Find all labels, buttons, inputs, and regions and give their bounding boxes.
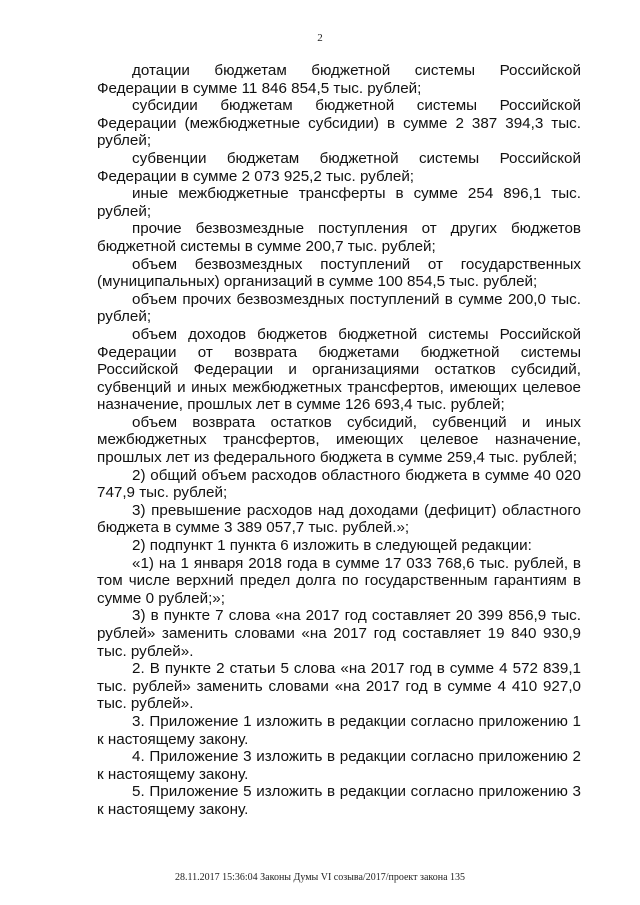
paragraph: объем безвозмездных поступлений от государственных (муниципальных) организаций в сумме 100 854,5 тыс. рублей; [97,255,581,291]
paragraph: 5. Приложение 5 изложить в редакции согласно приложению 3 к настоящему закону. [97,783,581,818]
paragraph: 2) подпункт 1 пункта 6 изложить в следующей редакции: [132,537,532,555]
paragraph: объем возврата остатков субсидий, субвенций и иных межбюджетных трансфертов, имеющих целевое назначение, прошлых лет из федерального бюджета в сумме 259,4 тыс. рублей; [97,413,581,467]
paragraph: 2) общий объем расходов областного бюджета в сумме 40 020 747,9 тыс. рублей; [97,466,581,502]
paragraph: 3. Приложение 1 изложить в редакции согласно приложению 1 к настоящему закону. [97,712,581,748]
paragraph: объем доходов бюджетов бюджетной системы Российской Федерации от возврата бюджетами бюджетной системы Российской Федерации и организациями остатков субсидий, субвенций и иных межбюджетных трансфертов, имеющих целевое назначение, прошлых лет в сумме 126 693,4 тыс. рублей; [97,325,581,414]
paragraph: «1) на 1 января 2018 года в сумме 17 033 768,6 тыс. рублей, в том числе верхний предел долга по государственным гарантиям в сумме 0 рублей;»; [97,554,581,607]
paragraph: 3) в пункте 7 слова «на 2017 год составляет 20 399 856,9 тыс. рублей» заменить словами «на 2017 год составляет 19 840 930,9 тыс. рублей». [97,607,581,660]
page-number: 2 [317,32,323,44]
paragraph: 2. В пункте 2 статьи 5 слова «на 2017 год в сумме 4 572 839,1 тыс. рублей» заменить словами «на 2017 год в сумме 4 410 927,0 тыс. рублей». [97,660,581,713]
paragraph: 3) превышение расходов над доходами (дефицит) областного бюджета в сумме 3 389 057,7 тыс. рублей.»; [97,501,581,537]
paragraph: 4. Приложение 3 изложить в редакции согласно приложению 2 к настоящему закону. [97,748,581,783]
document-body [97,62,581,819]
paragraph: субсидии бюджетам бюджетной системы Российской Федерации (межбюджетные субсидии) в сумме 2 387 394,3 тыс. рублей; [97,97,581,150]
paragraph: прочие безвозмездные поступления от других бюджетов бюджетной системы в сумме 200,7 тыс. рублей; [97,220,581,255]
paragraph: дотации бюджетам бюджетной системы Российской Федерации в сумме 11 846 854,5 тыс. рублей; [97,62,581,97]
paragraph: объем прочих безвозмездных поступлений в сумме 200,0 тыс. рублей; [97,290,581,326]
document-footer: 28.11.2017 15:36:04 Законы Думы VI созыва/2017/проект закона 135 [174,872,466,883]
paragraph: иные межбюджетные трансферты в сумме 254 896,1 тыс. рублей; [97,185,581,220]
paragraph: субвенции бюджетам бюджетной системы Российской Федерации в сумме 2 073 925,2 тыс. рублей; [97,149,581,185]
